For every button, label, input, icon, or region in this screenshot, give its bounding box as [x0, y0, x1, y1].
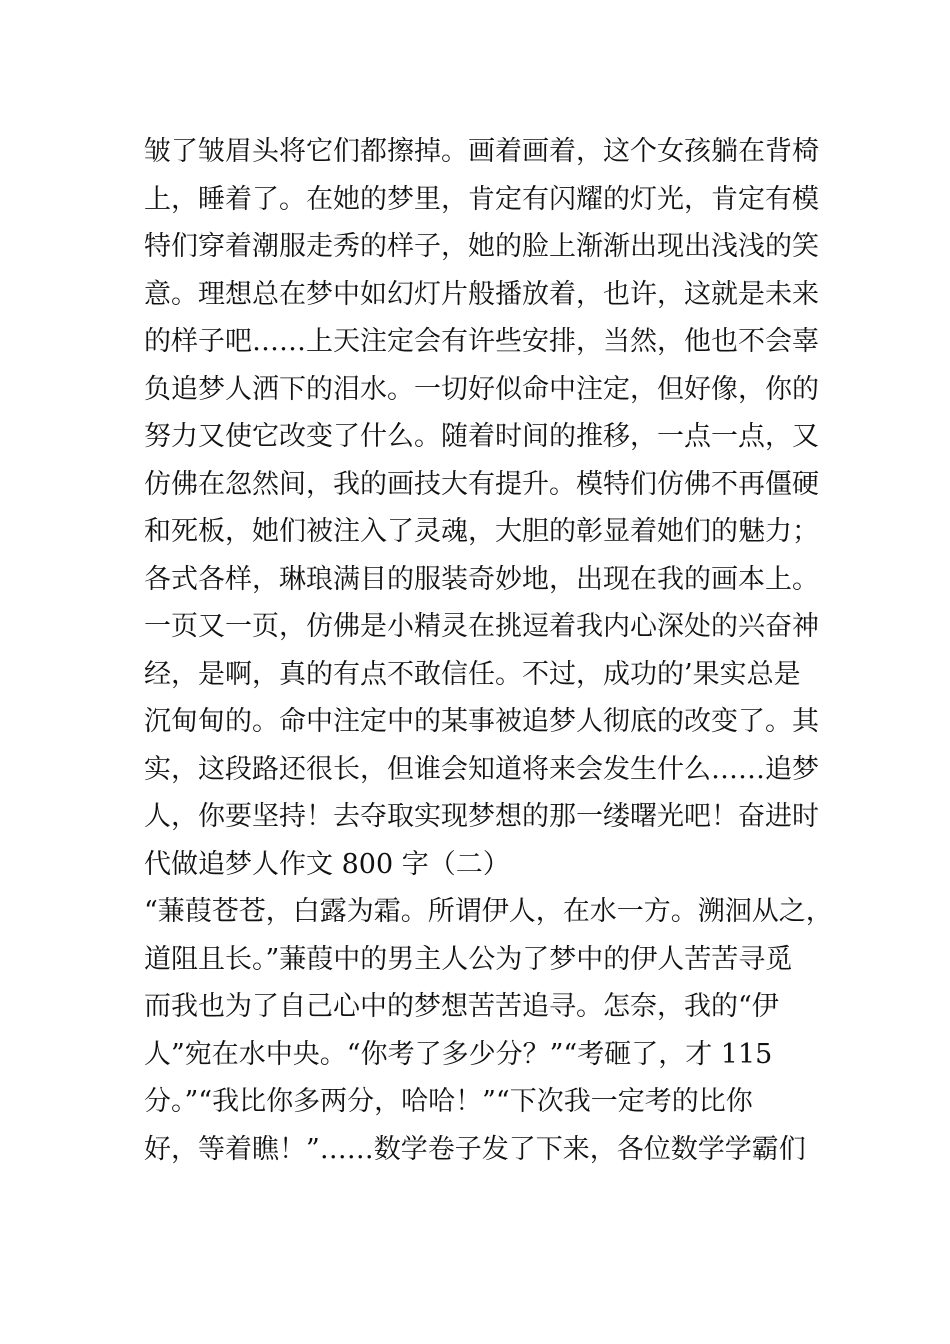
text-line: 经，是啊，真的有点不敢信任。不过，成功的’果实总是: [144, 658, 801, 690]
text-line: 道阻且长。”蒹葭中的男主人公为了梦中的伊人苦苦寻觅: [144, 943, 793, 975]
text-line: 一页又一页，仿佛是小精灵在挑逗着我内心深处的兴奋神: [144, 611, 819, 642]
text-line: 负追梦人洒下的泪水。一切好似命中注定，但好像，你的: [144, 373, 819, 405]
section-heading: 代做追梦人作文 800 字（二）: [144, 848, 510, 880]
text-line: 努力又使它改变了什么。随着时间的推移，一点一点，又: [144, 421, 819, 452]
text-line: 沉甸甸的。命中注定中的某事被追梦人彻底的改变了。其: [144, 706, 819, 737]
text-line: 皱了皱眉头将它们都擦掉。画着画着，这个女孩躺在背椅: [144, 136, 819, 167]
text-line: 上，睡着了。在她的梦里，肯定有闪耀的灯光，肯定有模: [144, 183, 819, 215]
text-line: “蒹葭苍苍，白露为霜。所谓伊人，在水一方。溯洄从之，: [144, 896, 833, 927]
text-line: 特们穿着潮服走秀的样子，她的脸上渐渐出现出浅浅的笑: [144, 231, 819, 262]
text-line: 而我也为了自己心中的梦想苦苦追寻。怎奈，我的“伊: [144, 991, 779, 1022]
text-line: 人，你要坚持！去夺取实现梦想的那一缕曙光吧！奋进时: [144, 801, 819, 832]
body-text: [144, 128, 844, 1173]
text-line: 好，等着瞧！”……数学卷子发了下来，各位数学学霸们: [144, 1133, 806, 1165]
text-line: 分。”“我比你多两分，哈哈！”“下次我一定考的比你: [144, 1086, 753, 1117]
text-line: 各式各样，琳琅满目的服装奇妙地，出现在我的画本上。: [144, 563, 819, 595]
text-line: 实，这段路还很长，但谁会知道将来会发生什么……追梦: [144, 753, 819, 785]
text-line: 的样子吧……上天注定会有许些安排，当然，他也不会辜: [144, 326, 819, 357]
text-line: 和死板，她们被注入了灵魂，大胆的彰显着她们的魅力；: [144, 516, 819, 547]
text-line: 意。理想总在梦中如幻灯片般播放着，也许，这就是未来: [144, 278, 819, 310]
text-line: 仿佛在忽然间，我的画技大有提升。模特们仿佛不再僵硬: [144, 468, 819, 500]
text-line: 人”宛在水中央。“你考了多少分？”“考砸了，才 115: [144, 1038, 773, 1070]
